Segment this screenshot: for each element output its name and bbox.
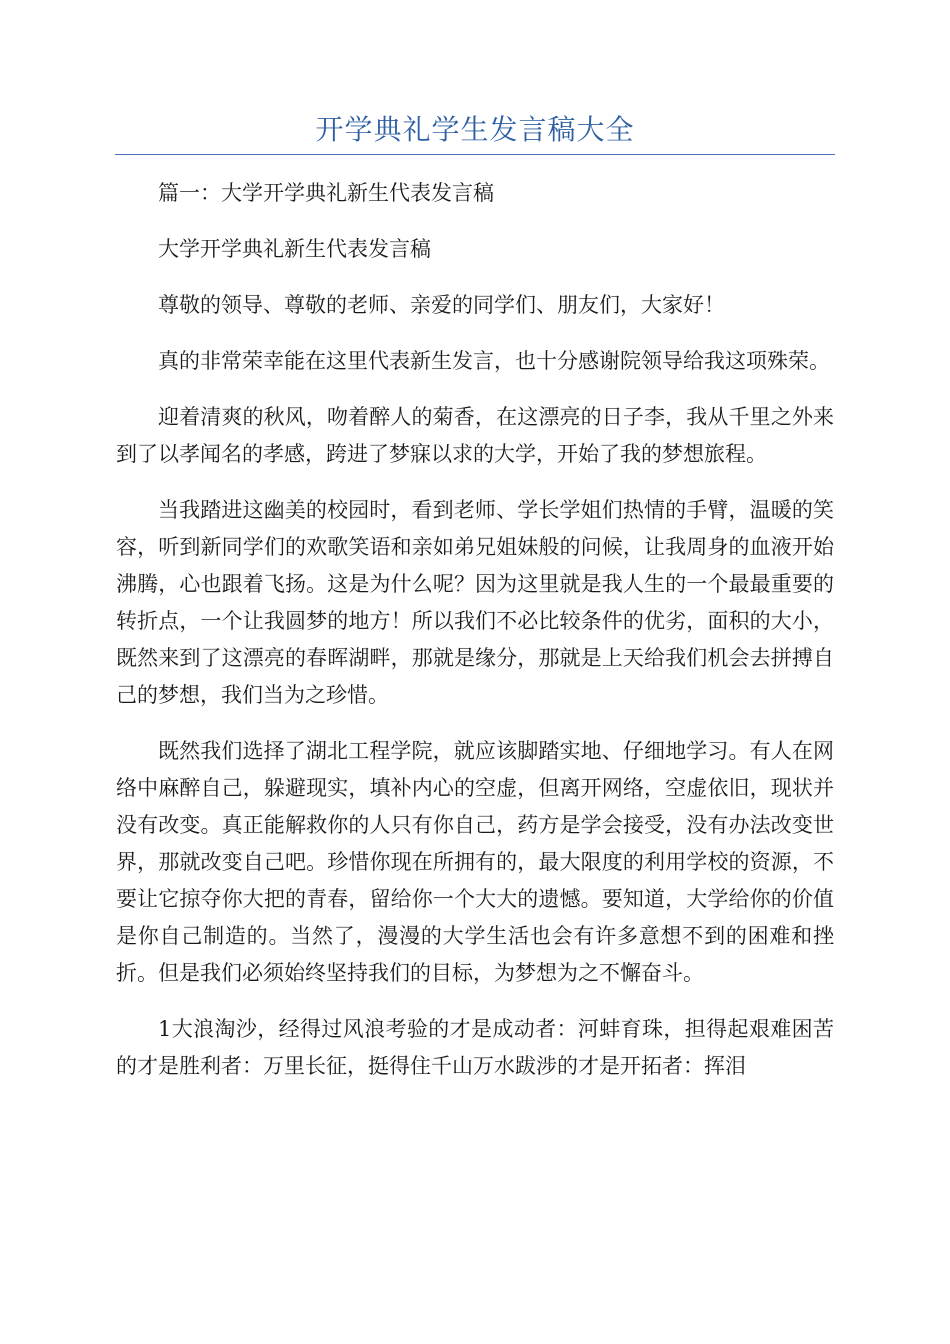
paragraph-8: 1大浪淘沙，经得过风浪考验的才是成动者：河蚌育珠，担得起艰难困苦的才是胜利者：万里长征，挺得住千山万水跋涉的才是开拓者：挥泪 <box>116 1017 834 1078</box>
document-title: 开学典礼学生发言稿大全 <box>315 113 635 146</box>
paragraph-2: 大学开学典礼新生代表发言稿 <box>158 237 431 261</box>
paragraph-6: 当我踏进这幽美的校园时，看到老师、学长学姐们热情的手臂，温暖的笑容，听到新同学们的欢歌笑语和亲如弟兄姐妹般的问候，让我周身的血液开始沸腾，心也跟着飞扬。这是为什么呢？因为这里就是我人生的一个最最重要的转折点，一个让我圆梦的地方！所以我们不必比较条件的优劣，面积的大小，既然来到了这漂亮的春晖湖畔，那就是缘分，那就是上天给我们机会去拼搏自己的梦想，我们当为之珍惜。 <box>116 498 834 707</box>
document-body <box>116 175 834 1104</box>
paragraph-3: 尊敬的领导、尊敬的老师、亲爱的同学们、朋友们，大家好！ <box>158 293 725 317</box>
paragraph-7: 既然我们选择了湖北工程学院，就应该脚踏实地、仔细地学习。有人在网络中麻醉自己，躲避现实，填补内心的空虚，但离开网络，空虚依旧，现状并没有改变。真正能解救你的人只有你自己，药方是学会接受，没有办法改变世界，那就改变自己吧。珍惜你现在所拥有的，最大限度的利用学校的资源，不要让它掠夺你大把的青春，留给你一个大大的遗憾。要知道，大学给你的价值是你自己制造的。当然了，漫漫的大学生活也会有许多意想不到的困难和挫折。但是我们必须始终坚持我们的目标，为梦想为之不懈奋斗。 <box>116 739 834 985</box>
paragraph-4: 真的非常荣幸能在这里代表新生发言，也十分感谢院领导给我这项殊荣。 <box>158 349 830 373</box>
title-block <box>115 110 835 155</box>
title-underline <box>115 154 835 155</box>
paragraph-1: 篇一：大学开学典礼新生代表发言稿 <box>158 181 494 205</box>
paragraph-5: 迎着清爽的秋风，吻着醉人的菊香，在这漂亮的日子李，我从千里之外来到了以孝闻名的孝感，跨进了梦寐以求的大学，开始了我的梦想旅程。 <box>116 405 834 466</box>
